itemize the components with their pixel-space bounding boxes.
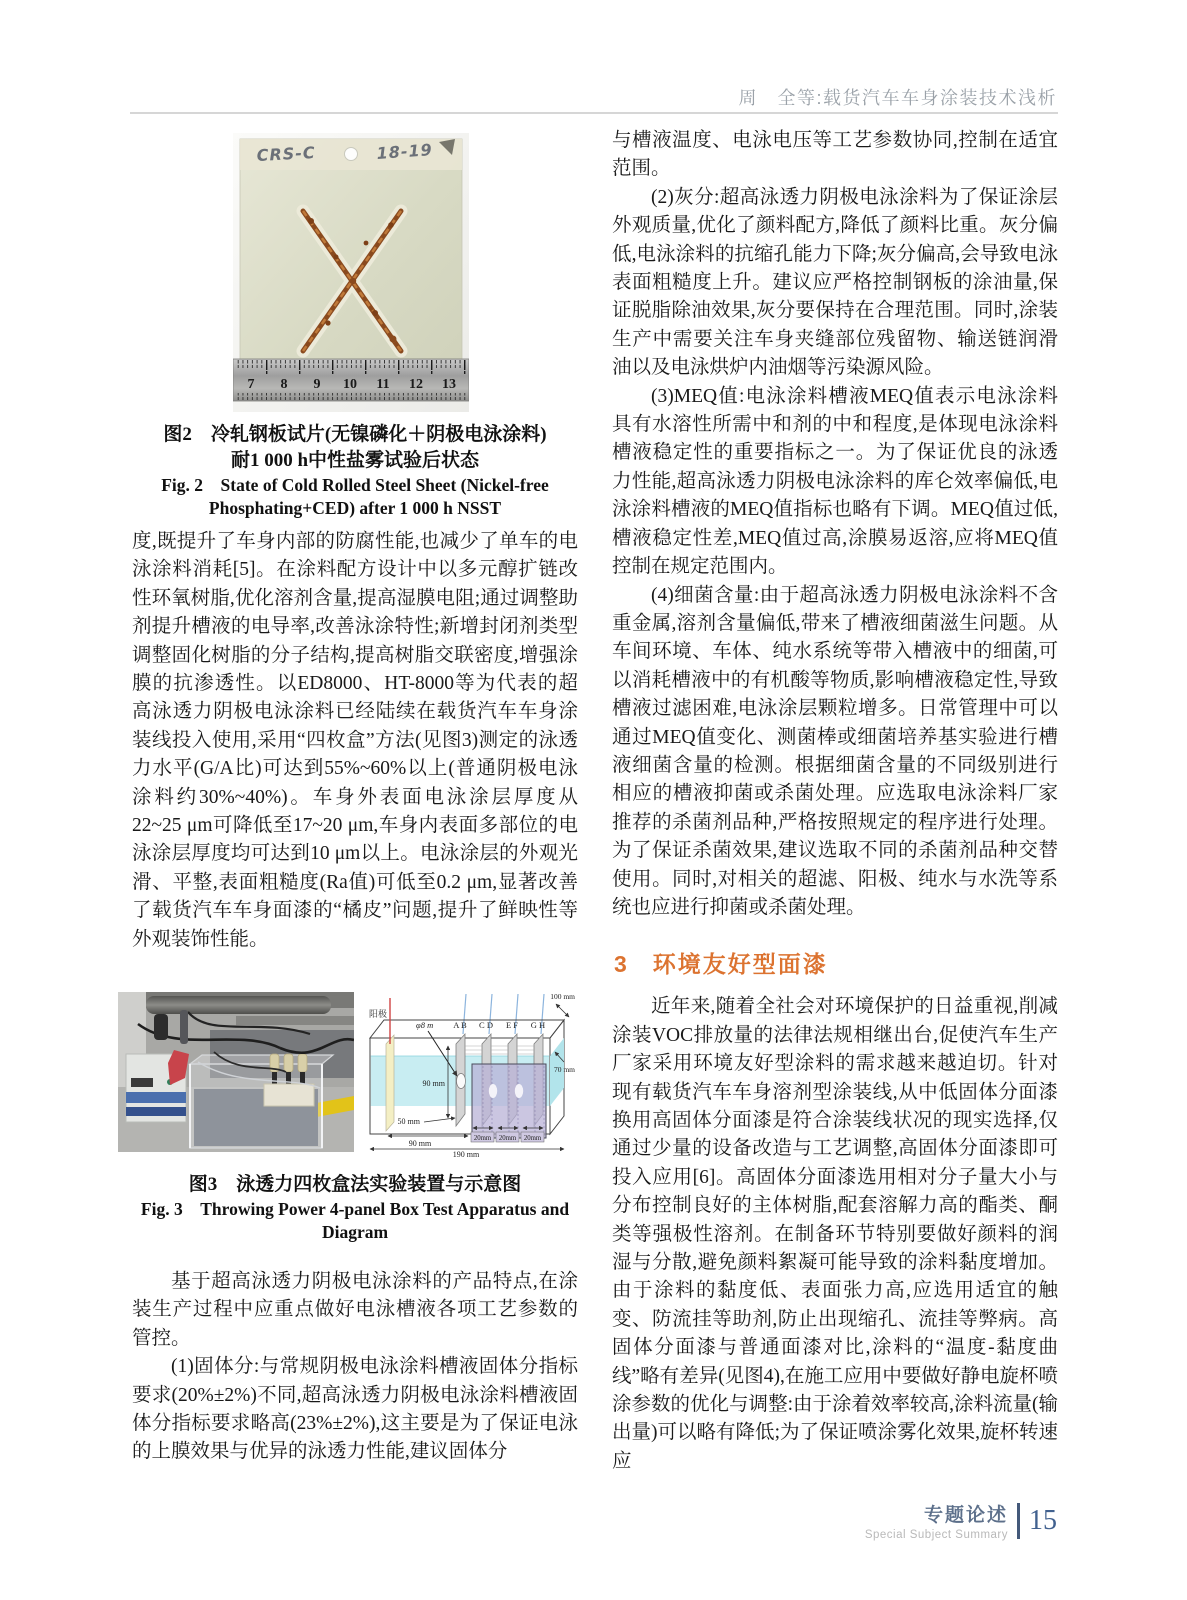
section-number: 3 [614, 951, 629, 978]
figure3-diagram [362, 988, 576, 1158]
ruler-number: 8 [280, 377, 288, 392]
left-column-text-top [132, 528, 578, 954]
footer-section-zh: 专题论述 [923, 1505, 1008, 1526]
test-panel-photo [233, 133, 469, 412]
ruler-number: 12 [409, 377, 423, 392]
box-cell [472, 1064, 546, 1138]
paragraph: 度,既提升了车身内部的防腐性能,也减少了单车的电泳涂料消耗[5]。在涂料配方设计中以多元醇扩链改性环氧树脂,优化溶剂含量,提高湿膜电阻;通过调整助剂提升槽液的电导率,改善泳涂特性;新增封闭剂类型调整固化树脂的分子结构,提高树脂交联密度,增强涂膜的抗渗透性。以ED8000、HT-8000等为代表的超高泳透力阴极电泳涂料已经陆续在载货汽车车身涂装线投入使用,采用“四枚盒”方法(见图3)测定的泳透力水平(G/A比)可达到55%~60%以上(普通阴极电泳涂料约30%~40%)。车身外表面电泳涂层厚度从22~25 μm可降低至17~20 μm,车身内表面多部位的电泳涂层厚度均可达到10 μm以上。电泳涂层的外观光滑、平整,表面粗糙度(Ra值)可低至0.2 μm,显著改善了载货汽车车身面漆的“橘皮”问题,提升了鲜映性等外观装饰性能。 [132, 531, 578, 950]
panel-hole [345, 148, 358, 161]
figure2-photo [233, 133, 469, 412]
ruler-number: 11 [376, 377, 390, 392]
footer-divider-bar [1017, 1503, 1020, 1539]
figure3-caption-zh: 图3 泳透力四枚盒法实验装置与示意图 [188, 1174, 522, 1195]
lab-apparatus-photo [118, 992, 354, 1152]
four-panel-box-diagram [362, 988, 576, 1158]
page-footer [865, 1500, 1057, 1541]
section-title: 环境友好型面漆 [652, 951, 828, 978]
section-3-heading [614, 946, 1058, 979]
ruler-number: 9 [313, 377, 321, 392]
anode-plate [386, 1035, 394, 1131]
dim-20-3: 20mm [523, 1135, 542, 1142]
steel-test-panel [240, 139, 462, 389]
header-rule [130, 112, 1058, 114]
dim-70: 70 mm [553, 1065, 575, 1074]
panel-hole [457, 1074, 466, 1089]
pipe [146, 996, 331, 1014]
footer-labels [865, 1500, 1008, 1541]
figure2-caption-en-line2: Phosphating+CED) after 1 000 h NSST [208, 498, 502, 518]
figure3-caption [130, 1172, 580, 1244]
handwriting-date: 18-19 [375, 140, 434, 163]
figure2-caption [130, 422, 580, 520]
figure2-caption-zh-line1: 图2 冷轧钢板试片(无镍磷化＋阴极电泳涂料) [163, 424, 547, 445]
dim-50: 50 mm [397, 1117, 420, 1126]
right-column [612, 127, 1058, 1476]
hole-diameter-label: φ8 m [416, 1020, 434, 1030]
paragraph: (2)灰分:超高泳透力阴极电泳涂料为了保证涂层外观质量,优化了颜料配方,降低了颜料比重。灰分偏低,电泳涂料的抗缩孔能力下降;灰分偏高,会导致电泳表面粗糙度上升。建议应严格控制钢板的涂油量,保证脱脂除油效果,灰分要保持在合理范围。同时,涂装生产中需要关注车身夹缝部位残留物、输送链润滑油以及电泳烘炉内油烟等污染源风险。 [612, 186, 1058, 379]
ruler-number: 13 [442, 377, 456, 392]
paragraph: 与槽液温度、电泳电压等工艺参数协同,控制在适宜范围。 [612, 130, 1058, 180]
dim-20-1: 20mm [473, 1135, 492, 1142]
running-head: 周 全等:载货汽车车身涂装技术浅析 [738, 88, 1057, 108]
steel-ruler [233, 359, 469, 401]
panel-label: A B [453, 1020, 467, 1030]
panel-label: C D [479, 1020, 493, 1030]
dim-190: 190 mm [452, 1150, 480, 1158]
paragraph: (1)固体分:与常规阴极电泳涂料槽液固体分指标要求(20%±2%)不同,超高泳透力阴极电泳涂料槽液固体分指标要求略高(23%±2%),这主要是为了保证电泳的上膜效果与优异的泳透力性能,建议固体分 [132, 1356, 578, 1463]
ruler-number: 10 [343, 377, 357, 392]
paragraph: 近年来,随着全社会对环境保护的日益重视,削减涂装VOC排放量的法律法规相继出台,促使汽车生产厂家采用环境友好型涂料的需求越来越迫切。针对现有载货汽车车身溶剂型涂装线,从中低固体分面漆换用高固体分面漆是符合涂装线状况的现实选择,仅通过少量的设备改造与工艺调整,高固体分面漆即可投入应用[6]。高固体分面漆选用相对分子量大小与分布控制良好的主体树脂,配套溶解力高的酯类、酮类等强极性溶剂。在制备环节特别要做好颜料的润湿与分散,避免颜料絮凝可能导致的涂料黏度增加。由于涂料的黏度低、表面张力高,应选用适宜的触变、防流挂等助剂,防止出现缩孔、流挂等弊病。高固体分面漆与普通面漆对比,涂料的“温度-黏度曲线”略有差异(见图4),在施工应用中要做好静电旋杯喷涂参数的优化与调整:由于涂着效率较高,涂料流量(输出量)可以略有降低;为了保证喷涂雾化效果,旋杯转速应 [612, 996, 1058, 1472]
anode-label: 阳极 [369, 1009, 388, 1019]
panel-label: E F [505, 1020, 519, 1030]
paragraph: 基于超高泳透力阴极电泳涂料的产品特点,在涂装生产过程中应重点做好电泳槽液各项工艺参数的管控。 [132, 1271, 578, 1349]
figure3-photo [118, 992, 354, 1152]
figure2-caption-zh-line2: 耐1 000 h中性盐雾试验后状态 [230, 450, 480, 471]
dim-20-2: 20mm [498, 1135, 517, 1142]
figure2-caption-en-line1: Fig. 2 State of Cold Rolled Steel Sheet (Nickel-free [161, 475, 549, 495]
figure3-caption-en-line1: Fig. 3 Throwing Power 4-panel Box Test Apparatus and [140, 1199, 570, 1219]
panel-label: G H [530, 1020, 546, 1030]
left-column-text-bottom [132, 1268, 578, 1467]
paragraph: (3)MEQ值:电泳涂料槽液MEQ值表示电泳涂料具有水溶性所需中和剂的中和程度,是体现电泳涂料槽液稳定性的重要指标之一。为了保证优良的泳透力性能,超高泳透力阴极电泳涂料的库仑效率偏低,电泳涂料槽液的MEQ值指标也略有下调。MEQ值过低,槽液稳定性差,MEQ值过高,涂膜易返溶,应将MEQ值控制在规定范围内。 [612, 385, 1058, 578]
paragraph: (4)细菌含量:由于超高泳透力阴极电泳涂料不含重金属,溶剂含量偏低,带来了槽液细菌滋生问题。从车间环境、车体、纯水系统等带入槽液中的细菌,可以消耗槽液中的有机酸等物质,影响槽液稳定性,导致槽液过滤困难,电泳涂层颗粒增多。日常管理中可以通过MEQ值变化、测菌棒或细菌培养基实验进行槽液细菌含量的检测。根据细菌含量的不同级别进行相应的槽液抑菌或杀菌处理。应选取电泳涂料厂家推荐的杀菌剂品种,严格按照规定的程序进行处理。为了保证杀菌效果,建议选取不同的杀菌剂品种交替使用。同时,对相关的超滤、阳极、纯水与水洗等系统也应进行抑菌或杀菌处理。 [612, 584, 1058, 918]
handwriting-sample-id: CRS-C [256, 142, 317, 165]
dim-90-bottom: 90 mm [408, 1139, 432, 1148]
figure3-caption-en-line2: Diagram [321, 1222, 389, 1242]
dim-100: 100 mm [550, 992, 575, 1001]
page-number: 15 [1029, 1504, 1057, 1536]
ruler-number: 7 [247, 377, 255, 392]
dim-90-vertical: 90 mm [422, 1079, 445, 1088]
footer-section-en: Special Subject Summary [864, 1529, 1008, 1541]
